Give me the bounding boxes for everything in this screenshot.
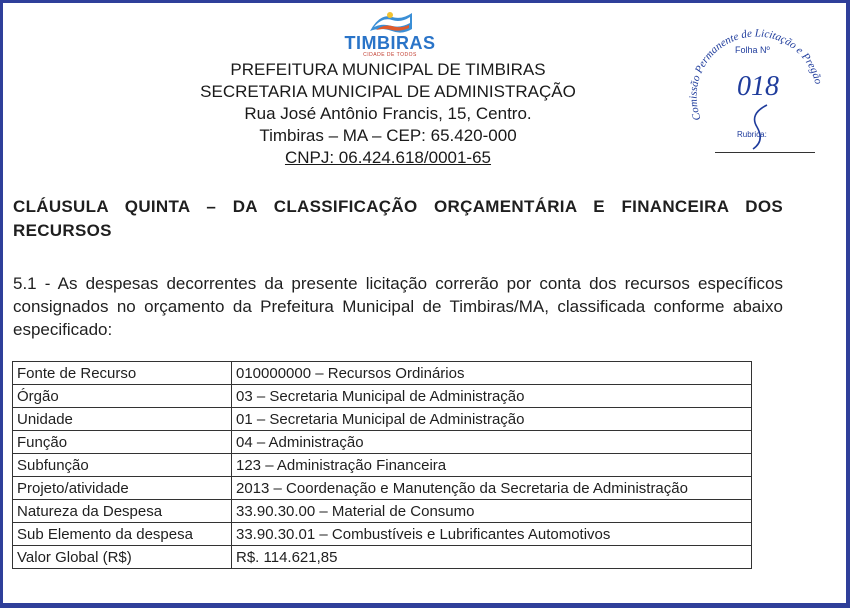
stamp-folha-number: 018 <box>737 71 779 102</box>
signature-mark <box>753 105 767 149</box>
logo-text: TIMBIRAS <box>344 33 436 53</box>
table-row <box>13 431 752 454</box>
table-row <box>13 500 752 523</box>
row-label: Natureza da Despesa <box>13 500 232 523</box>
table-row <box>13 385 752 408</box>
row-label: Valor Global (R$) <box>13 546 232 569</box>
row-value: 2013 – Coordenação e Manutenção da Secretaria de Administração <box>232 477 752 500</box>
row-label: Sub Elemento da despesa <box>13 523 232 546</box>
row-label: Unidade <box>13 408 232 431</box>
table-row <box>13 362 752 385</box>
row-label: Projeto/atividade <box>13 477 232 500</box>
flag-icon <box>330 9 450 35</box>
row-value: 04 – Administração <box>232 431 752 454</box>
document-page <box>3 3 846 603</box>
row-label: Função <box>13 431 232 454</box>
stamp-rubrica-label: Rubrica: <box>737 130 767 139</box>
header-city: Timbiras – MA – CEP: 65.420-000 <box>259 126 517 145</box>
row-value: 010000000 – Recursos Ordinários <box>232 362 752 385</box>
logo-subtitle: CIDADE DE TODOS <box>363 52 417 58</box>
table-row <box>13 546 752 569</box>
stamp-arc-text: Comissão Permanente de Licitação e Pregão <box>687 27 825 123</box>
clause-paragraph: 5.1 - As despesas decorrentes da presente licitação correrão por conta dos recursos específicos consignados no orçamento da Prefeitura Municipal de Timbiras/MA, classificada conforme abaixo especificado: <box>13 274 783 339</box>
row-value: 123 – Administração Financeira <box>232 454 752 477</box>
row-value: 01 – Secretaria Municipal de Administração <box>232 408 752 431</box>
table-row <box>13 477 752 500</box>
commission-stamp <box>679 9 829 154</box>
stamp-folha-label: Folha Nº <box>735 45 770 55</box>
table-row <box>13 523 752 546</box>
row-value: 33.90.30.00 – Material de Consumo <box>232 500 752 523</box>
header-secretaria: SECRETARIA MUNICIPAL DE ADMINISTRAÇÃO <box>200 82 576 101</box>
table-row <box>13 454 752 477</box>
row-value: R$. 114.621,85 <box>232 546 752 569</box>
row-label: Órgão <box>13 385 232 408</box>
row-value: 33.90.30.01 – Combustíveis e Lubrificantes Automotivos <box>232 523 752 546</box>
header-block <box>153 59 623 169</box>
budget-table <box>12 361 752 569</box>
header-cnpj: CNPJ: 06.424.618/0001-65 <box>284 148 492 167</box>
table-row <box>13 408 752 431</box>
stamp-rule <box>715 152 815 153</box>
row-value: 03 – Secretaria Municipal de Administração <box>232 385 752 408</box>
header-prefeitura: PREFEITURA MUNICIPAL DE TIMBIRAS <box>230 60 546 79</box>
row-label: Subfunção <box>13 454 232 477</box>
timbiras-logo <box>330 9 450 58</box>
header-address: Rua José Antônio Francis, 15, Centro. <box>244 104 532 123</box>
row-label: Fonte de Recurso <box>13 362 232 385</box>
clause-title: CLÁUSULA QUINTA – DA CLASSIFICAÇÃO ORÇAMENTÁRIA E FINANCEIRA DOS RECURSOS <box>13 197 783 240</box>
